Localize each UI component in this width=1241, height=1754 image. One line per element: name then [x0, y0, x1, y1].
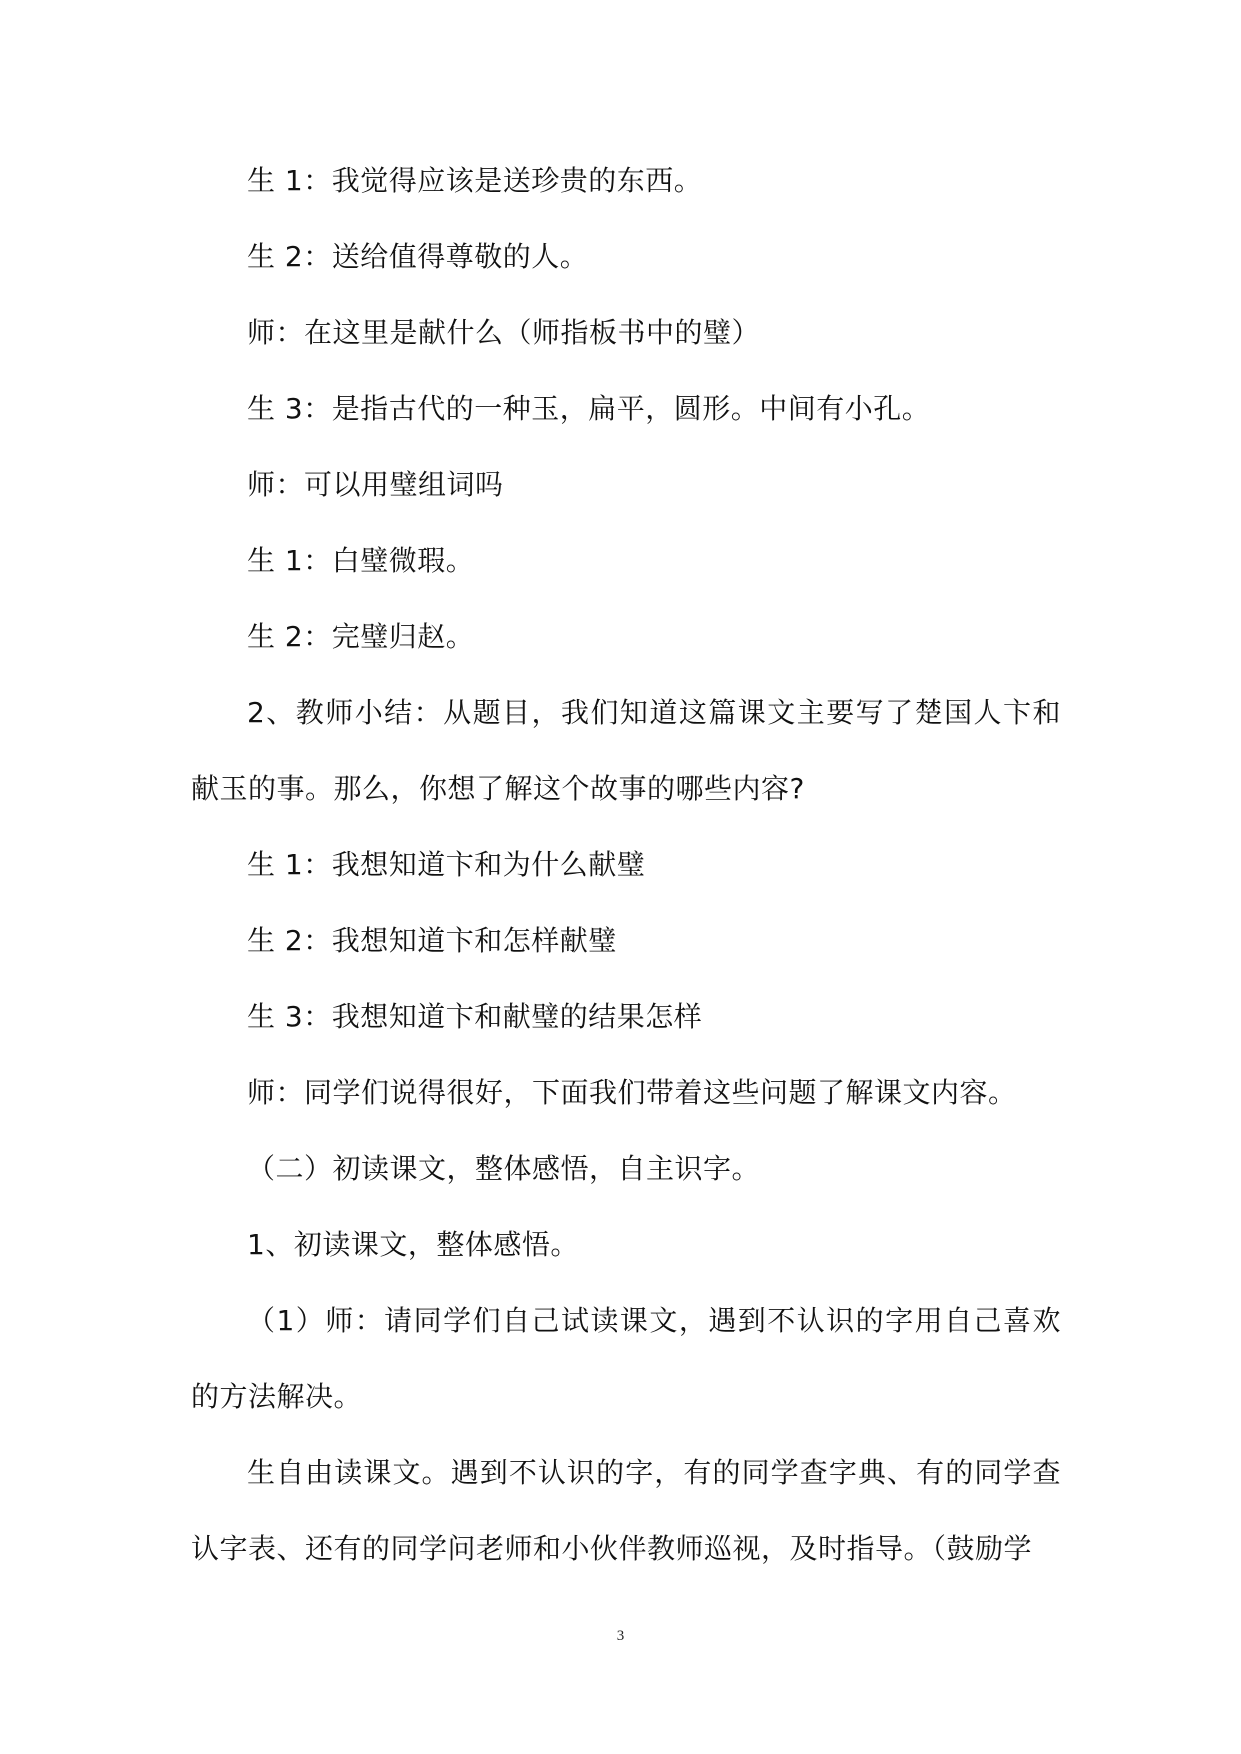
paragraph: （1）师：请同学们自己试读课文，遇到不认识的字用自己喜欢的方法解决。: [191, 1304, 1061, 1413]
paragraph: 生自由读课文。遇到不认识的字，有的同学查字典、有的同学查认字表、还有的同学问老师和小伙伴教师巡视，及时指导。（鼓励学: [191, 1456, 1061, 1565]
paragraph: 师：同学们说得很好，下面我们带着这些问题了解课文内容。: [247, 1076, 1017, 1109]
document-body: [191, 143, 1061, 1587]
paragraph: 生 1：白璧微瑕。: [247, 544, 475, 577]
page-number: 3: [616, 1628, 625, 1644]
section-heading: （二）初读课文，整体感悟，自主识字。: [247, 1152, 761, 1185]
paragraph: 师：可以用璧组词吗: [247, 468, 504, 501]
paragraph: 生 2：完璧归赵。: [247, 620, 475, 653]
paragraph: 生 2：我想知道卞和怎样献璧: [247, 924, 617, 957]
paragraph: 生 1：我想知道卞和为什么献璧: [247, 848, 646, 881]
paragraph: 生 3：是指古代的一种玉，扁平，圆形。中间有小孔。: [247, 392, 931, 425]
paragraph: 1、初读课文，整体感悟。: [247, 1228, 579, 1261]
paragraph: 生 1：我觉得应该是送珍贵的东西。: [247, 164, 703, 197]
paragraph: 生 3：我想知道卞和献璧的结果怎样: [247, 1000, 703, 1033]
paragraph: 生 2：送给值得尊敬的人。: [247, 240, 589, 273]
paragraph: 师：在这里是献什么（师指板书中的璧）: [247, 316, 761, 349]
paragraph: 2、教师小结：从题目，我们知道这篇课文主要写了楚国人卞和献玉的事。那么，你想了解这个故事的哪些内容?: [191, 696, 1061, 805]
